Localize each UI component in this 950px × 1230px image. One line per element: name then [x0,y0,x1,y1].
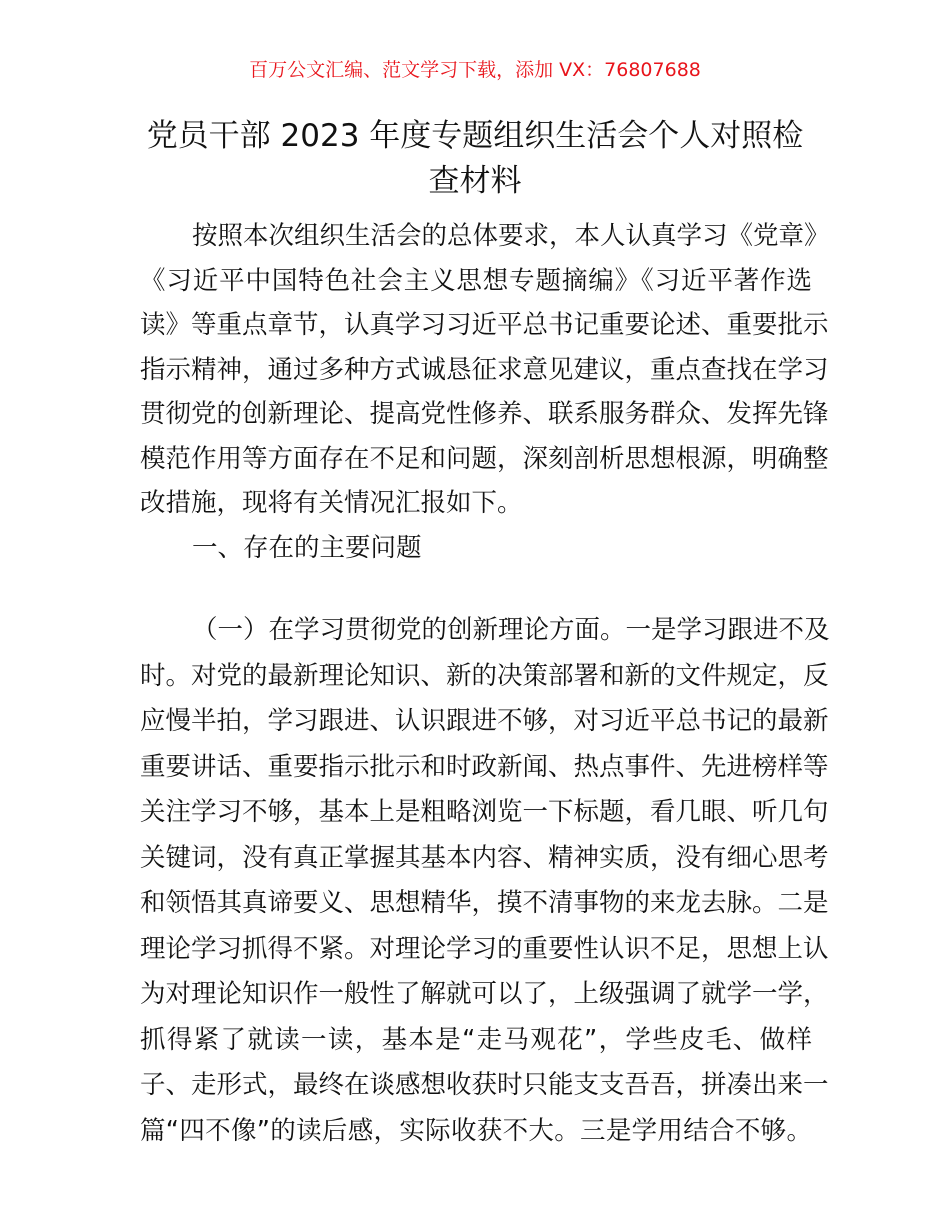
section-heading-text: 一、存在的主要问题 [192,533,422,563]
text-line: 和领悟其真谛要义、思想精华，摸不清事物的来龙去脉。二是 [140,888,829,918]
text-line: 重要讲话、重要指示批示和时政新闻、热点事件、先进榜样等 [140,751,829,782]
text-line: 为对理论知识作一般性了解就可以了，上级强调了就学一学， [140,979,829,1009]
title-line: 查材料 [428,163,522,199]
text-line: 改措施，现将有关情况汇报如下。 [140,488,523,518]
text-line: （一）在学习贯彻党的创新理论方面。一是学习跟进不及 [192,615,830,645]
text-line: 指示精神，通过多种方式诚恳征求意见建议，重点查找在学习 [140,354,829,385]
text-line: 应慢半拍，学习跟进、认识跟进不够，对习近平总书记的最新 [140,706,829,736]
text-line: 子、走形式，最终在谈感想收获时只能支支吾吾，拼凑出来一 [140,1070,829,1100]
text-line: 读》等重点章节，认真学习习近平总书记重要论述、重要批示 [140,310,829,340]
text-line: 关键词，没有真正掌握其基本内容、精神实质，没有细心思考 [140,842,829,873]
section-paragraph [140,608,830,1154]
text-line: 模范作用等方面存在不足和问题，深刻剖析思想根源，明确整 [140,443,829,474]
document-title [120,114,830,204]
text-line: 贯彻党的创新理论、提高党性修养、联系服务群众、发挥先锋 [140,399,829,429]
title-line: 党员干部 2023 年度专题组织生活会个人对照检 [146,118,804,154]
text-line: 理论学习抓得不紧。对理论学习的重要性认识不足，思想上认 [140,933,829,964]
intro-paragraph [140,214,830,526]
watermark-header: 百万公文汇编、范文学习下载，添加 VX：76807688 [249,59,701,81]
text-line: 抓得紧了就读一读，基本是“走马观花”，学些皮毛、做样 [140,1024,812,1055]
text-line: 关注学习不够，基本上是粗略浏览一下标题，看几眼、听几句 [140,797,829,827]
text-line: 《习近平中国特色社会主义思想专题摘编》《习近平著作选 [140,265,812,296]
section-heading [140,526,812,571]
text-line: 时。对党的最新理论知识、新的决策部署和新的文件规定，反 [140,660,829,691]
text-line: 篇“四不像”的读后感，实际收获不大。三是学用结合不够。 [140,1115,812,1146]
text-line: 按照本次组织生活会的总体要求，本人认真学习《党章》 [192,221,830,251]
